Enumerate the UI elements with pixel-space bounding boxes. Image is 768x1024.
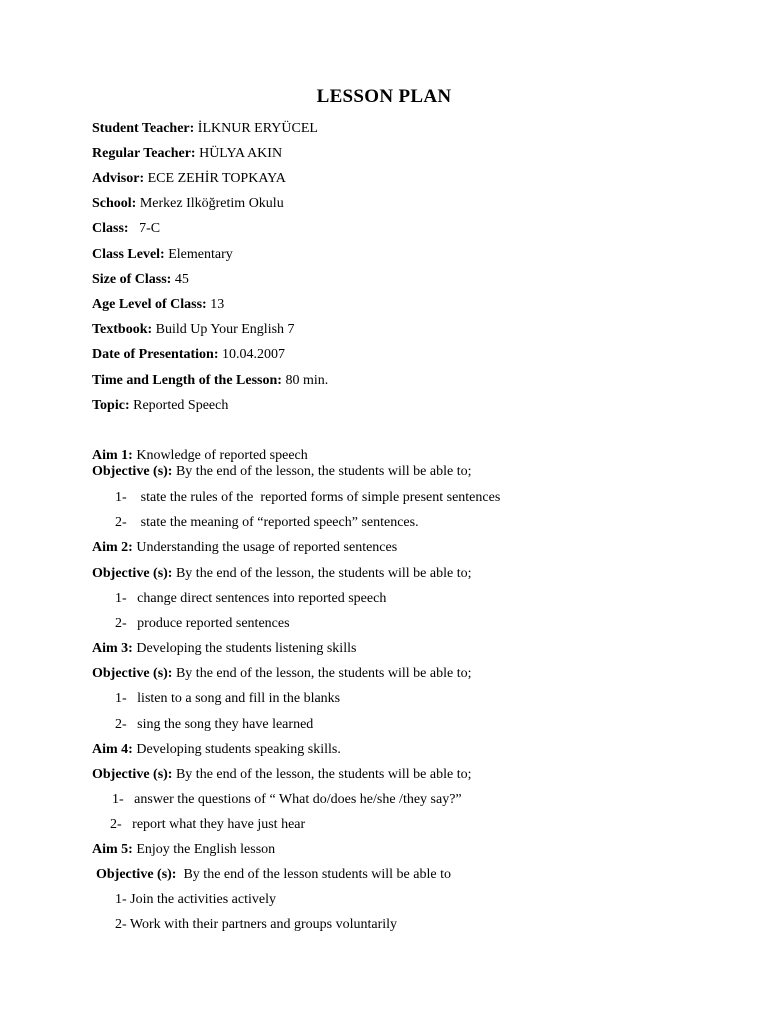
info-label: School: [92,196,137,211]
aim-text: Developing students speaking skills. [132,742,341,757]
info-class [92,220,160,238]
info-topic [92,397,228,415]
objective-item: 1- answer the questions of “ What do/does he/she /they say?” [112,792,462,807]
info-label: Regular Teacher: [92,146,196,161]
aim-heading [92,640,356,658]
info-date-of-presentation [92,346,285,364]
objective-heading [92,565,471,583]
aim-label: Aim 4: [92,742,133,757]
info-value: İLKNUR ERYÜCEL [194,121,318,136]
objective-item: 1- listen to a song and fill in the blanks [115,691,341,706]
info-value: 7-C [128,221,161,236]
objective-item: 2- state the meaning of “reported speech” sentences. [115,515,419,530]
aim-text: Developing the students listening skills [132,641,357,656]
objective-item: 2- report what they have just hear [110,817,306,832]
objective-item: 1- Join the activities actively [115,892,276,907]
info-label: Class: [92,221,129,236]
info-value: Reported Speech [129,398,229,413]
objective-label: Objective (s): [92,566,173,581]
info-label: Time and Length of the Lesson: [92,373,282,388]
aim-label: Aim 1: [92,448,133,463]
objective-heading [92,463,471,481]
info-school [92,195,284,213]
info-value: 13 [206,297,225,312]
objective-label: Objective (s): [92,666,173,681]
objective-item: 2- sing the song they have learned [115,717,314,732]
info-label: Size of Class: [92,272,172,287]
info-size-of-class [92,271,189,289]
info-advisor [92,170,286,188]
info-regular-teacher [92,145,282,163]
info-student-teacher [92,120,318,138]
objective-heading [92,665,471,683]
objective-text: By the end of the lesson, the students will be able to; [172,464,472,479]
objective-heading [92,766,471,784]
aim-text: Enjoy the English lesson [132,842,276,857]
objective-label: Objective (s): [92,767,173,782]
aim-heading [92,741,341,759]
aim-label: Aim 2: [92,540,133,555]
objective-label: Objective (s): [92,464,173,479]
document-title: LESSON PLAN [316,86,452,107]
info-value: 80 min. [281,373,329,388]
info-age-level [92,296,224,314]
info-value: ECE ZEHİR TOPKAYA [144,171,286,186]
info-time-and-length [92,372,328,390]
aim-heading [92,841,275,859]
objective-item: 2- produce reported sentences [115,616,290,631]
objective-text: By the end of the lesson, the students will be able to; [172,566,472,581]
info-value: Merkez Ilköğretim Okulu [136,196,284,211]
info-label: Textbook: [92,322,153,337]
info-label: Age Level of Class: [92,297,207,312]
objective-item: 1- change direct sentences into reported speech [115,591,387,606]
info-label: Topic: [92,398,130,413]
info-label: Class Level: [92,247,165,262]
info-value: 45 [171,272,189,287]
objective-item: 2- Work with their partners and groups voluntarily [115,917,398,932]
info-label: Date of Presentation: [92,347,219,362]
objective-text: By the end of the lesson, the students will be able to; [172,666,472,681]
aim-text: Knowledge of reported speech [132,448,308,463]
objective-heading [96,866,451,884]
info-label: Advisor: [92,171,145,186]
aim-label: Aim 5: [92,842,133,857]
objective-text: By the end of the lesson students will be able to [176,867,451,882]
info-value: 10.04.2007 [218,347,285,362]
info-value: Elementary [164,247,233,262]
info-value: HÜLYA AKIN [195,146,283,161]
objective-item: 1- state the rules of the reported forms of simple present sentences [115,490,501,505]
objective-text: By the end of the lesson, the students will be able to; [172,767,472,782]
aim-label: Aim 3: [92,641,133,656]
info-label: Student Teacher: [92,121,195,136]
info-class-level [92,246,233,264]
info-textbook [92,321,295,339]
info-value: Build Up Your English 7 [152,322,295,337]
aim-text: Understanding the usage of reported sentences [132,540,398,555]
aim-heading [92,539,397,557]
objective-label: Objective (s): [96,867,177,882]
